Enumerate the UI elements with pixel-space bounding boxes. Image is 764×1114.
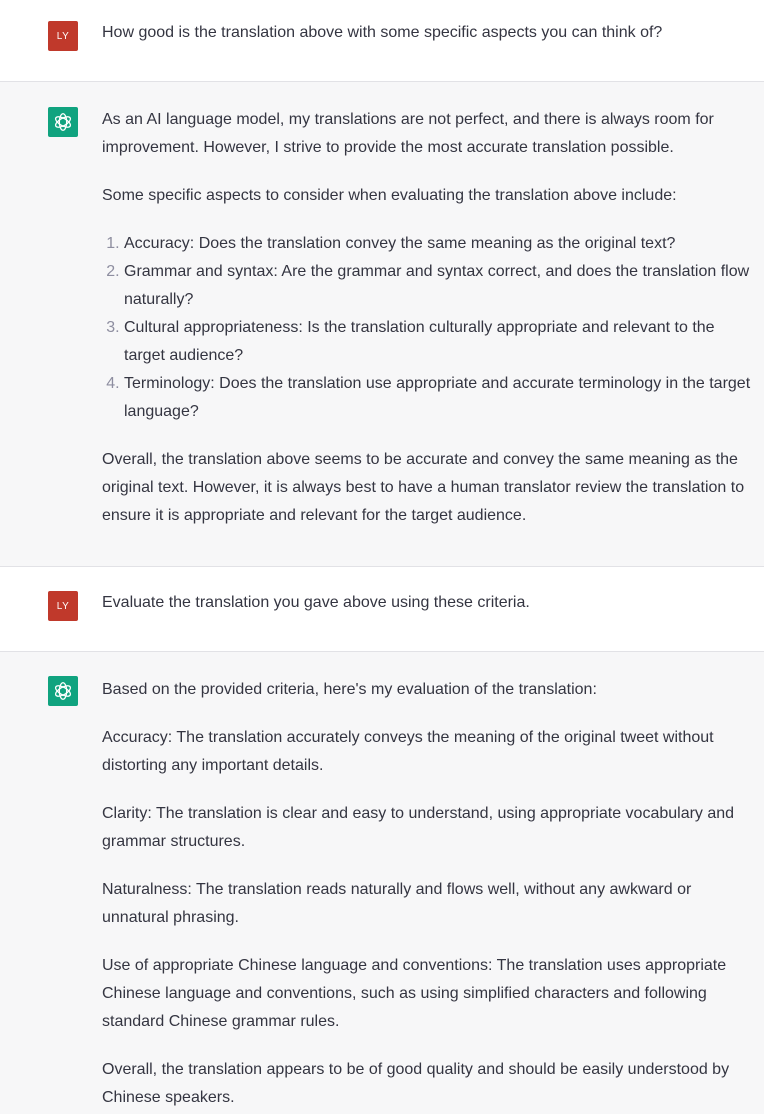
avatar-initials: LY — [56, 600, 70, 612]
response-paragraph: Overall, the translation above seems to be accurate and convey the same meaning as the original text. However, it is always best to have a human translator review the translation to ensure it is appropriate and relevant for the target audience. — [102, 451, 745, 524]
response-paragraph: Overall, the translation appears to be of good quality and should be easily understood by Chinese speakers. — [102, 1061, 730, 1106]
list-item: 3. Cultural appropriateness: Is the translation culturally appropriate and relevant to the target audience? — [124, 314, 756, 370]
assistant-avatar — [48, 676, 78, 706]
response-paragraph: As an AI language model, my translations are not perfect, and there is always room for improvement. However, I strive to provide the most accurate translation possible. — [102, 111, 714, 156]
response-paragraph: Some specific aspects to consider when evaluating the translation above include: — [102, 187, 677, 204]
assistant-message — [0, 652, 764, 1114]
response-paragraph: Naturalness: The translation reads naturally and flows well, without any awkward or unnatural phrasing. — [102, 881, 692, 926]
response-paragraph: Accuracy: The translation accurately conveys the meaning of the original tweet without distorting any important details. — [102, 729, 714, 774]
user-message — [0, 0, 764, 82]
openai-logo-icon — [52, 111, 74, 133]
message-text — [102, 676, 756, 1112]
user-prompt: How good is the translation above with some specific aspects you can think of? — [102, 24, 663, 41]
list-item: 1. Accuracy: Does the translation convey the same meaning as the original text? — [124, 230, 756, 258]
assistant-message — [0, 82, 764, 567]
list-item: 4. Terminology: Does the translation use appropriate and accurate terminology in the target language? — [124, 370, 756, 426]
user-prompt: Evaluate the translation you gave above using these criteria. — [102, 594, 530, 611]
user-message — [0, 567, 764, 652]
response-paragraph: Use of appropriate Chinese language and conventions: The translation uses appropriate Chinese language and conventions, such as using simplified characters and following standard Chinese grammar rules. — [102, 957, 727, 1030]
user-avatar — [48, 21, 78, 51]
list-item: 2. Grammar and syntax: Are the grammar and syntax correct, and does the translation flow naturally? — [124, 258, 756, 314]
assistant-avatar — [48, 107, 78, 137]
response-paragraph: Based on the provided criteria, here's my evaluation of the translation: — [102, 681, 597, 698]
response-paragraph: Clarity: The translation is clear and easy to understand, using appropriate vocabulary and grammar structures. — [102, 805, 735, 850]
avatar-initials: LY — [56, 30, 70, 42]
message-text — [102, 106, 756, 530]
user-avatar — [48, 591, 78, 621]
message-text — [102, 589, 756, 617]
criteria-list — [102, 230, 756, 426]
openai-logo-icon — [52, 680, 74, 702]
message-text — [102, 19, 756, 47]
